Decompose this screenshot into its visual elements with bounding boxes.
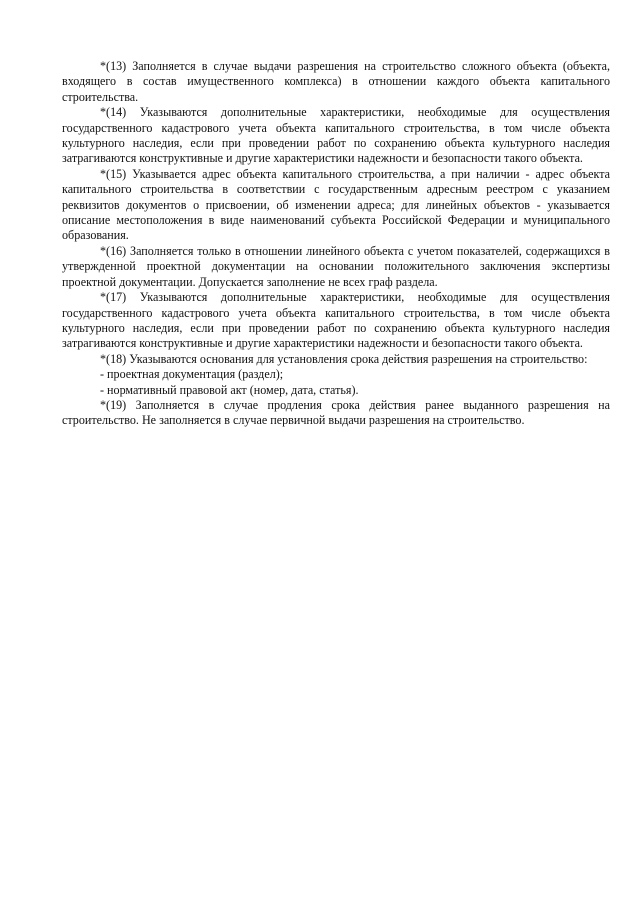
list-item: - проектная документация (раздел); [100, 367, 284, 382]
footnote-13: *(13) Заполняется в случае выдачи разрешения на строительство сложного объекта (объекта, входящего в состав имущественного комплекса) в отношении каждого объекта капитального строительства. [62, 59, 610, 104]
footnote-19: *(19) Заполняется в случае продления срока действия ранее выданного разрешения на строительство. Не заполняется в случае первичной выдачи разрешения на строительство. [62, 397, 610, 428]
footnote-16: *(16) Заполняется только в отношении линейного объекта с учетом показателей, содержащихся в утвержденной проектной документации на основании положительного заключения экспертизы проектной документации. Допускается заполнение не всех граф раздела. [62, 243, 610, 289]
document-page [62, 59, 610, 429]
footnote-15: *(15) Указывается адрес объекта капитального строительства, а при наличии - адрес объекта капитального строительства в соответствии с государственным адресным реестром с указанием реквизитов документов о присвоении, об изменении адреса; для линейных объектов - указывается описание местоположения в виде наименований субъекта Российской Федерации и муниципального образования. [62, 166, 610, 243]
footnote-14: *(14) Указываются дополнительные характеристики, необходимые для осуществления государственного кадастрового учета объекта капитального строительства, в том числе объекта культурного наследия, если при проведении работ по сохранению объекта культурного наследия затрагиваются конструктивные и другие характеристики надежности и безопасности такого объекта. [62, 105, 610, 166]
list-item: - нормативный правовой акт (номер, дата, статья). [100, 382, 359, 397]
footnote-17: *(17) Указываются дополнительные характеристики, необходимые для осуществления государственного кадастрового учета объекта капитального строительства, в том числе объекта культурного наследия, если при проведении работ по сохранению объекта культурного наследия затрагиваются конструктивные и другие характеристики надежности и безопасности такого объекта. [62, 290, 610, 351]
footnote-18: *(18) Указываются основания для установления срока действия разрешения на строительство: [100, 351, 588, 366]
